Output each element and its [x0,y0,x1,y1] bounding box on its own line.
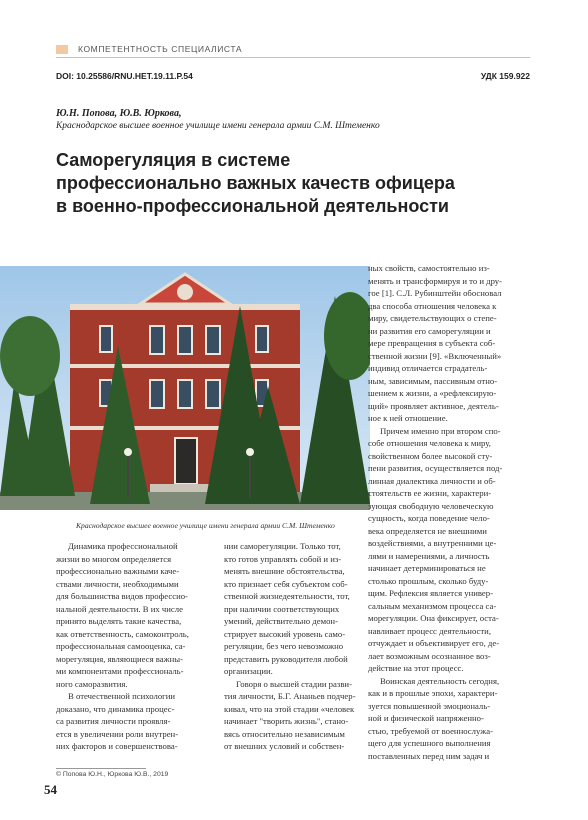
text-line: свойственном более высокой сту- [368,450,493,461]
text-line: вясь относительно независимым [224,728,345,739]
text-line: ное к ней отношение. [368,413,448,423]
rubric-marker [56,45,68,54]
text-line: ствами личности, необходимыми [56,578,179,589]
text-line: тия личности, Б.Г. Ананьев подчер- [224,691,356,701]
affiliation: Краснодарское высшее военное училище имени генерала армии С.М. Штеменко [56,121,380,131]
text-line: стрирует высокий уровень само- [224,628,346,639]
footnote-divider [56,768,146,769]
text-line: Динамика профессиональной [68,541,178,551]
text-line: менять и трансформируя и то и дру- [368,275,503,286]
text-line: сущность, когда поведение чело- [368,513,490,523]
text-line: лает возможным осознанное воз- [368,650,491,661]
doi-label: DOI: 10.25586/RNU.HET.19.11.P.54 [56,71,193,81]
text-line: кто готов управлять собой и из- [224,553,342,564]
text-line: умений, действительно демон- [224,616,338,626]
text-line: морегуляции. Она фиксирует, оста- [368,613,499,623]
text-line: ственной жизнедеятельности, тот, [224,591,350,601]
text-line: профессиональная самооценка, са- [56,641,186,651]
text-line: отчуждает и объективирует его, де- [368,638,500,648]
text-column-left [56,540,208,753]
text-line: поставленных перед ним задач и [368,750,490,761]
text-line: зующая свободную человеческую [368,500,494,511]
text-line: кивал, что на этой стадии «человек [224,703,355,714]
text-line: профессионально важными каче- [56,566,180,576]
text-line: собе отношения человека к миру, [368,438,491,448]
photo-caption: Краснодарское высшее военное училище имени генерала армии С.М. Штеменко [76,521,335,530]
title-line: в военно-профессиональной деятельности [56,196,449,216]
text-line: представить руководителя любой [224,653,348,664]
text-line: нальной деятельности. В их числе [56,603,183,614]
text-line: два способа отношения человека к [368,300,497,311]
text-line: Воинская деятельность сегодня, [380,675,500,686]
text-line: доказано, что динамика процес- [56,703,175,714]
page-number: 54 [44,782,57,797]
building-photo [0,266,370,510]
text-line: действие на этот процесс. [368,663,464,673]
text-line: морегуляция, являющиеся важны- [56,653,183,664]
text-line: ни развития его саморегуляции и [368,325,491,336]
text-line: ного саморазвития. [56,678,128,689]
text-line: ных свойств, самостоятельно из- [368,263,490,273]
header-divider [56,57,530,58]
text-line: при наличии соответствующих [224,603,340,614]
text-line: са развития личности проявля- [56,716,171,726]
text-line: миру, свидетельствующих о степе- [368,313,497,323]
text-line: для большинства видов профессио- [56,591,188,601]
text-line: лями и намерениями, а личность [368,550,490,561]
text-line: линная диалектика личности и об- [368,475,496,486]
text-line: жизни во многом определяется [56,553,172,564]
udk-label: УДК 159.922 [480,71,530,81]
text-line: организации. [224,666,273,676]
text-line: регуляции, без чего невозможно [224,641,344,651]
text-line: навливает процесс деятельности, [368,625,491,636]
text-line: принято выделять такие качества, [56,616,182,626]
text-line: стоятельств ее жизни, характери- [368,488,492,498]
text-line: ной и физической напряженно- [368,713,484,723]
text-line: мере превращения в субъекта соб- [368,338,496,348]
text-line: воздействиями, а внутренними це- [368,538,497,548]
text-line: менять внешние обстоятельства, [224,566,345,576]
text-line: шением к жизни, а «рефлексирую- [368,388,497,398]
text-line: сальным механизмом процесса са- [368,600,497,611]
text-line: как ответственность, самоконтроль, [56,628,189,639]
text-line: стью, требуемой от военнослужа- [368,725,493,736]
text-line: ми компонентами профессиональ- [56,666,184,676]
text-line: ется в увеличении роли внутрен- [56,728,179,739]
text-line: гое [1]. С.Л. Рубинштейн обосновал [368,288,502,298]
text-line: Говоря о высшей стадии разви- [236,678,352,689]
text-line: щий» проявляет активное, деятель- [368,400,499,411]
text-line: нии саморегуляции. Только тот, [224,541,341,551]
text-line: щим. Рефлексия является универ- [368,588,494,598]
text-line: индивид отличается страдатель- [368,363,488,373]
text-line: В отечественной психологии [68,691,176,701]
text-line: кто признает себя субъектом соб- [224,578,348,589]
text-line: начинает детерминироваться не [368,563,486,573]
text-line: ным, зависимым, пассивным отно- [368,375,498,386]
text-column-right [368,262,536,762]
text-line: них факторов и совершенствова- [56,741,178,751]
article-title [56,149,536,218]
text-line: столько прошлым, сколько буду- [368,575,489,586]
text-line: ственной жизни [9]. «Включенный» [368,350,502,361]
text-line: начинает "творить жизнь", стано- [224,716,349,726]
text-line: Причем именно при втором спо- [380,425,501,436]
title-line: Саморегуляция в системе [56,150,291,170]
text-line: щего для успешного выполнения [368,738,491,748]
title-line: профессионально важных качеств офицера [56,173,455,193]
text-line: от внешних условий и собствен- [224,741,345,751]
text-line: как и в прошлые эпохи, характери- [368,688,498,698]
copyright-note: © Попова Ю.Н., Юркова Ю.В., 2019 [56,771,169,778]
building-illustration [0,266,370,510]
text-line: века определяется не внешними [368,525,487,536]
section-rubric: КОМПЕТЕНТНОСТЬ СПЕЦИАЛИСТА [78,44,243,54]
text-column-middle [224,540,364,753]
authors: Ю.Н. Попова, Ю.В. Юркова, [56,108,182,119]
text-line: зуется повышенной эмоциональ- [368,700,491,711]
text-line: пени развития, осуществляется под- [368,463,503,473]
